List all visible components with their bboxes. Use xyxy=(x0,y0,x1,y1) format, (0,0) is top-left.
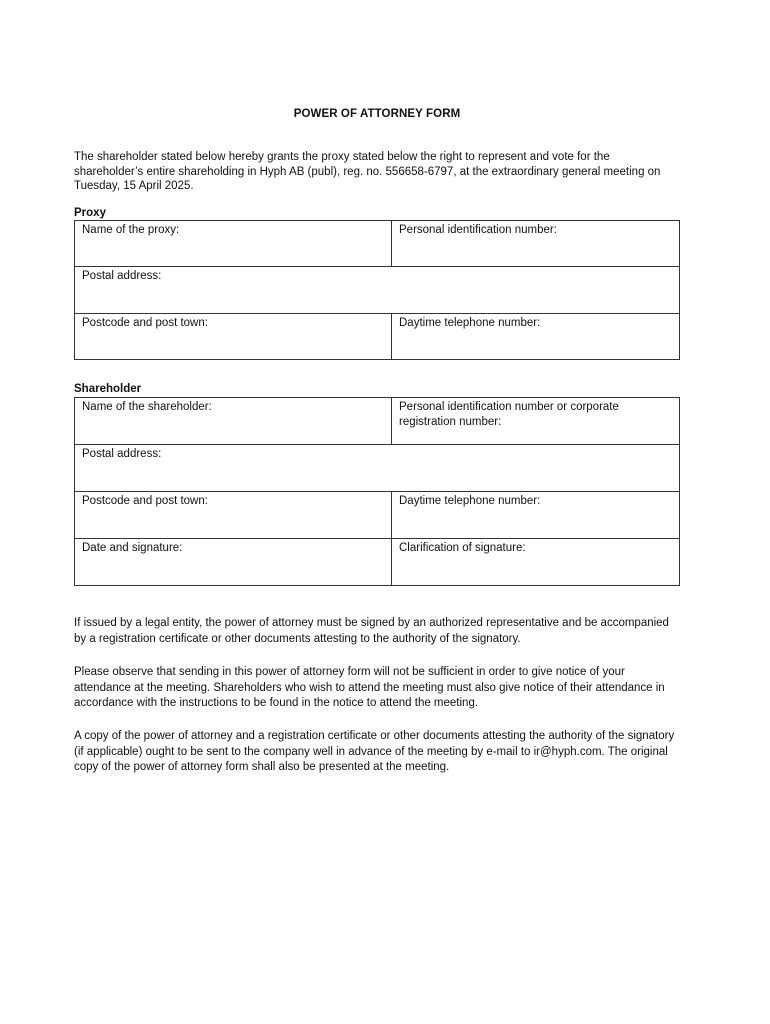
shareholder-clarification-field[interactable]: Clarification of signature: xyxy=(392,539,680,586)
page-title: POWER OF ATTORNEY FORM xyxy=(293,108,461,120)
shareholder-table xyxy=(74,397,680,586)
intro-paragraph: The shareholder stated below hereby grants the proxy stated below the right to represent and vote for the shareholder’s entire shareholding in Hyph AB (publ), reg. no. 556658-6797, at the extraordinary general meeting on Tuesday, 15 April 2025. xyxy=(74,151,661,193)
shareholder-section-label: Shareholder xyxy=(74,383,142,395)
proxy-phone-field[interactable]: Daytime telephone number: xyxy=(392,314,680,360)
shareholder-phone-field[interactable]: Daytime telephone number: xyxy=(392,492,680,539)
shareholder-postcode-field[interactable]: Postcode and post town: xyxy=(75,492,392,539)
note-paragraph-legal-entity: If issued by a legal entity, the power of attorney must be signed by an authorized representative and be accompanied by a registration certificate or other documents attesting to the authority of the signatory. xyxy=(74,617,669,645)
note-paragraph-attendance: Please observe that sending in this power of attorney form will not be sufficient in order to give notice of your attendance at the meeting. Shareholders who wish to attend the meeting must also give notice of their attendance in accordance with the instructions to be found in the notice to attend the meeting. xyxy=(74,666,665,710)
proxy-section-label: Proxy xyxy=(74,207,106,219)
shareholder-personal-id-field[interactable]: Personal identification number or corporate registration number: xyxy=(392,398,680,445)
proxy-postcode-field[interactable]: Postcode and post town: xyxy=(75,314,392,360)
proxy-personal-id-field[interactable]: Personal identification number: xyxy=(392,221,680,267)
proxy-table xyxy=(74,220,680,360)
proxy-postal-address-field[interactable]: Postal address: xyxy=(75,267,680,314)
shareholder-date-signature-field[interactable]: Date and signature: xyxy=(75,539,392,586)
note-paragraph-copy: A copy of the power of attorney and a registration certificate or other documents attesting the authority of the signatory (if applicable) ought to be sent to the company well in advance of the meeting by e-mail to ir@hyph.com. The original copy of the power of attorney form shall also be presented at the meeting. xyxy=(74,730,675,774)
shareholder-name-field[interactable]: Name of the shareholder: xyxy=(75,398,392,445)
proxy-name-field[interactable]: Name of the proxy: xyxy=(75,221,392,267)
shareholder-postal-address-field[interactable]: Postal address: xyxy=(75,445,680,492)
